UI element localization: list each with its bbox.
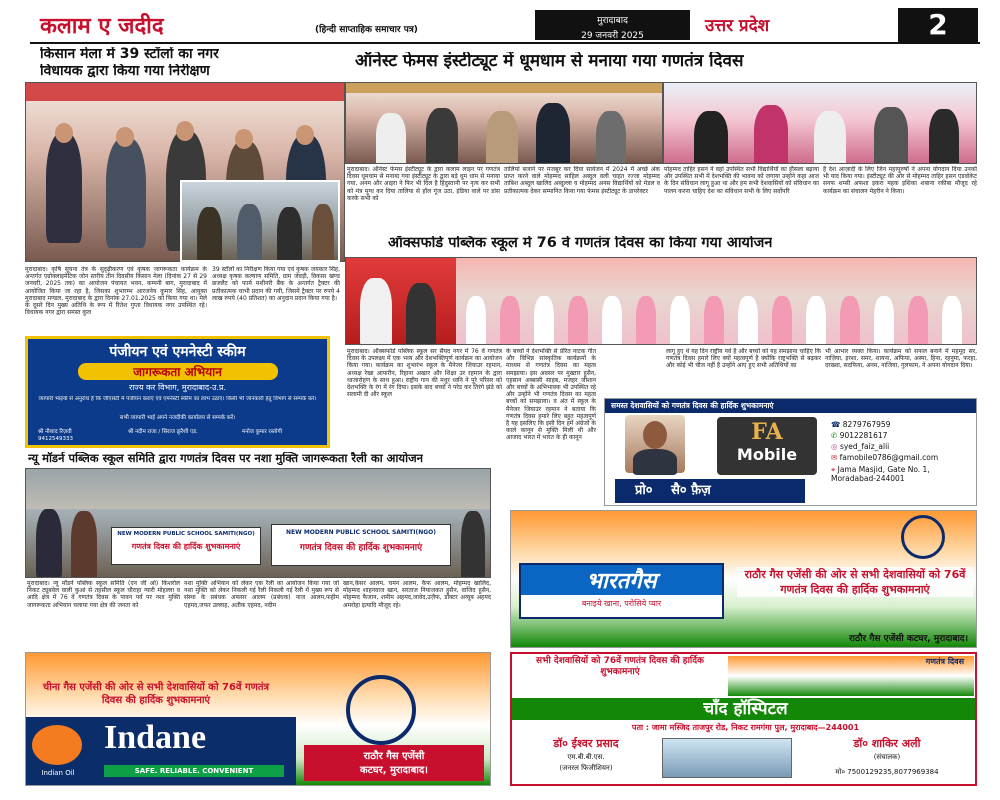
hospital-greeting: सभी देशवासियों को 76वें गणतंत्र दिवस की हार्दिक शुभकामनाएं <box>536 656 704 677</box>
mobile-greeting: समस्त देशवासियों को गणतंत्र दिवस की हार्दिक शुभकामनाएं <box>605 399 976 413</box>
newmodern-col-2: नशा मुक्ति अभियान को लेकर एक रैली का आयोजन किया गया जो नशा मुक्ति को लेकर निकली गई रैली निकली गई रैली में मुख्य रूप से संस्था के प्रबंधक अफसर आलम (प्रबंधक) नाज आलम,फहीम एहमद,जफर उल्लाह, अतीक एहमद, नदीम <box>184 580 339 609</box>
whatsapp-icon: ✆ <box>831 431 840 440</box>
mobile-instagram: ◎ syed_faiz_alii <box>831 442 890 451</box>
kisan-inset-photo <box>180 180 340 262</box>
mobile-email: ✉ famobile0786@gmail.com <box>831 453 939 462</box>
mobile-logo-main: FA <box>751 419 783 445</box>
proprietor-name: सै० फ़ैज़ <box>671 483 711 498</box>
amnesty-sig-2: श्री नदीम राजा / सिराज क़ुरैशी एड. <box>128 429 198 435</box>
date-box <box>535 10 690 40</box>
page-number: 2 <box>898 8 978 42</box>
indane-logo-box <box>26 717 296 786</box>
mobile-proprietor <box>615 479 805 503</box>
newmodern-banner-2: NEW MODERN PUBLIC SCHOOL SAMITI(NGO) गणतंत्र दिवस की हार्दिक शुभकामनाएं <box>271 524 451 566</box>
paper-title: कलाम ए जदीद <box>40 13 164 39</box>
honest-col-2: तालियां बजाने पर मजबूर कर दिया सार्वजन में 2024 में अच्छे अंक प्राप्त करने वाले मोहम्मद साहिल अब्दुल वली चाहत रज्जा मोहम्मद ताबिश अब्दुल खालिद अब्दुल्ला व मोहम्मद अनस विद्यार्थियों को मेडल व प्रतीकात्मक देकर सम्मानित किया गया फेमस इंस्टीट्यूट के डायरेक्टर <box>504 166 660 195</box>
honest-col-4: है देश आज़ादी के लिए जिन महापुरुषों ने अपना योगदान दिया उनको भी याद किया गया। इंस्टीट्यूट की ओर से मोहम्मद ताहिर हसन एडवोकेट सनफ शम्सी अफशा इकरा महक इशिका शबाना रकीबा मौजूद रहे कार्यक्रम का संचालन मेहरीन ने किया। <box>823 166 977 195</box>
honest-col-1: मुरादाबाद। ऑनेस्ट फेमस इंस्टीट्यूट के द्वारा कलाम लाइन पर गणतंत्र दिवस धूमधाम से मनाया गया इंस्टीट्यूट के द्वारा बड़े धूम धाम से मनाया गया, अनम और आइरा ने फिर भी दिल है हिंदुस्तानी पर नृत्य कर सभी को मंत्र मुग्ध कर दिया तालिया से हॉल गूंज उठा, इंडिया वाले पर डांस करके सभी को <box>347 166 500 202</box>
honest-photo-2 <box>663 82 977 164</box>
doctor-2 <box>802 736 972 777</box>
bharatgas-ad <box>510 510 977 648</box>
bharatgas-message: राठौर गैस एजेंसी की ओर से सभी देशवासियों को 76वें गणतंत्र दिवस की हार्दिक शुभकामनाएं <box>737 567 973 597</box>
amnesty-sig-3: मनोज कुमार रस्तोगी <box>242 429 283 435</box>
kisan-body: मुरादाबाद। कृषि सूचना तंत्र के सुदृढ़ीकरण एवं कृषक जागरूकता कार्यक्रम के अन्तर्गत एग्रोक्लाइमेटिक जोन स्तरीय तीन दिवसीय किसान मेला (दिनांक 27 से 29 जनवरी, 2025 तक) का आयोजन पंचायत भवन, कम्पनी बाग, मुरादाबाद में आयोजित किया जा रहा है, जिसका शुभारम्भ आरजनेय कुमार सिंह, आयुक्त मुरादाबाद मण्डल, मुरादाबाद के द्वारा दिनांक 27.01.2025 को किया गया था। मेले के दूसरे दिन मुख्य अतिथि के रूप में रितेश गुप्ता विधायक नगर उपस्थित रहे। विधायक नगर द्वारा समस्त कुल <box>25 266 207 317</box>
oxford-col-3: लागू हुए थे यह दिन राष्ट्रीय पर्व है और बच्चों को यह समझाना चाहिए कि गणतंत्र दिवस हमारे लिए क्यों महत्वपूर्ण है क्योंकि राष्ट्रभक्ति से बढ़कर और कोई भी चीज नहीं है उन्होंने आए हुए सभी अतिथियों का <box>666 348 821 370</box>
amnesty-dept: राज्य कर विभाग, मुरादाबाद-उ.प्र. <box>128 383 227 392</box>
location-icon: ⌖ <box>831 465 838 474</box>
paper-subtitle: (हिन्दी साप्ताहिक समाचार पत्र) <box>315 25 418 35</box>
email-icon: ✉ <box>831 453 840 462</box>
amnesty-title: पंजीयन एवं एमनेस्टी स्कीम <box>109 344 246 360</box>
indane-agency: राठौर गैस एजेंसी कटघर, मुरादाबाद। <box>304 745 484 781</box>
kisan-headline-1: किसान मेला में 39 स्टॉलों का नगर <box>40 47 219 62</box>
phone-icon: ☎ <box>831 420 843 429</box>
doctor-1-name: डॉ० ईश्वर प्रसाद <box>553 737 619 750</box>
proprietor-photo <box>625 415 685 473</box>
honest-col-3: मोहम्मद ताहिर हसन ने वहां उपस्थित सभी विद्यार्थियों का हौसला बढ़ाया और उपस्थित सभी में देशभक्ति की भावना को जगाया उन्होंने कहा आज के दिन संविधान लागू हुआ था और हम सभी देशवासियों को संविधान का पालन करना चाहिए देश का संविधान सभी के लिए सर्वोपरि <box>664 166 819 195</box>
hospital-badge: गणतंत्र दिवस <box>728 656 974 696</box>
state-label: उत्तर प्रदेश <box>705 16 770 36</box>
honest-photo-1 <box>345 82 663 164</box>
indian-oil-name: Indian Oil <box>41 769 75 777</box>
newmodern-banner-1: NEW MODERN PUBLIC SCHOOL SAMITI(NGO) गणतंत्र दिवस की हार्दिक शुभकामनाएं <box>111 527 261 565</box>
newmodern-col-3: खान,केसर आलम, चमन आलम, कैफ आलम, मोहम्मद खालिद, मोहम्मद शाहनवाज खान, सरताज नियाजकत हुसैन, वाजिद हुसैन, मोहम्मद फैजान, शमीम अहमद,जावेद,उज़ैफ, डॉक्टर अय्यूब अहमद अमरोहा इत्यादि मौजूद रहे। <box>343 580 491 609</box>
doctor-1-role: (जनरल फिजीशियन) <box>559 764 613 772</box>
oxford-col-1: मुरादाबाद। ऑक्सफोर्ड पब्लिक स्कूल सर सैयद नगर में 76 वें गणतंत्र दिवस के उपलक्ष्य में एक भव्य और देशभक्तिपूर्ण कार्यक्रम का आयोजन किया गया। कार्यक्रम का शुभारंभ स्कूल के मैनेजर जियाउर रहमान, अध्यक्ष रेखा आफरीन, रिहाना अख्तर और शिक्षा उर रहमान के द्वारा ध्वजारोहण के साथ हुआ। राष्ट्रीय गान की मधुर ध्वनि ने पूरे परिसर को देशभक्ति के रंग में रंग दिया। इसके बाद बच्चों ने परेड कर तिरंगे झंडे को सलामी दी और स्कूल <box>347 348 502 399</box>
edition-date: 29 जनवरी 2025 <box>581 31 644 41</box>
amnesty-contact: सभी व्यापारी भाई अपने नजदीकी कार्यालय से सम्पर्क करें। <box>119 415 236 421</box>
bharatgas-brand: भारतगैस <box>521 565 722 595</box>
doctor-1-degree: एम.बी.बी.एस. <box>567 753 605 761</box>
bharatgas-tagline: बनाइये खाना, परोसिये प्यार <box>581 599 662 608</box>
mobile-phone-1: ☎ 8279767959 <box>831 420 891 429</box>
bharatgas-logo <box>519 563 724 619</box>
amnesty-sig-1: श्री नौशाद रिज़वी <box>38 429 72 435</box>
newmodern-photo <box>25 468 491 578</box>
amnesty-body: व्यापारी भाइयों से अनुरोध है कि जीएसटी में पंजीयन कराएं एवं एमनेस्टी स्कीम का लाभ उठाएं। किसी भी जानकारी हेतु विभाग से सम्पर्क करें। <box>38 396 317 402</box>
bharatgas-footer: राठौर गैस एजेंसी कटघर, मुरादाबाद। <box>848 634 968 644</box>
edition-city: मुरादाबाद <box>597 16 628 26</box>
masthead <box>30 8 980 44</box>
hospital-phone: मो० 7500129235,8077969384 <box>835 768 939 776</box>
mobile-contact <box>831 419 976 505</box>
hospital-address: पता : जामा मस्जिद ताजपुर रोड, निकट रामगंगा पुल, मुरादाबाद—244001 <box>631 723 860 732</box>
doctor-2-name: डॉ० शाकिर अली <box>853 737 921 750</box>
indane-message: चीना गैस एजेंसी की ओर से सभी देशवासियों को 76वें गणतंत्र दिवस की हार्दिक शुभकामनाएं <box>42 682 270 706</box>
indane-brand: Indane <box>104 719 207 756</box>
ashoka-chakra-icon <box>346 675 416 745</box>
indane-ad <box>25 652 491 786</box>
mobile-phone-2: ✆ 9012281617 <box>831 431 888 440</box>
honest-headline: ऑनेस्ट फेमस इंस्टीट्यूट में धूमधाम से मनाया गया गणतंत्र दिवस <box>355 52 744 71</box>
hospital-ad <box>510 652 977 786</box>
doctor-2-role: (संचालक) <box>873 753 901 761</box>
mobile-logo-sub: Mobile <box>736 445 798 464</box>
amnesty-phone: 9412549333 <box>38 436 73 442</box>
kisan-headline-2: विधायक द्वारा किया गया निरीक्षण <box>40 64 210 79</box>
mobile-logo <box>717 417 817 475</box>
mobile-ad <box>604 398 977 506</box>
amnesty-ad <box>25 336 330 448</box>
proprietor-label: प्रो० <box>635 483 653 498</box>
instagram-icon: ◎ <box>831 442 840 451</box>
ashoka-chakra-icon <box>901 515 945 559</box>
oxford-headline: ऑक्सफोर्ड पब्लिक स्कूल में 76 वें गणतंत्र दिवस का किया गया आयोजन <box>388 236 773 251</box>
hospital-name: चाँद हॉस्पिटल <box>512 698 977 720</box>
newmodern-headline: न्यू मॉडर्न पब्लिक स्कूल समिति द्वारा गणतंत्र दिवस पर नशा मुक्ति जागरूकता रैली का आयोजन <box>28 452 423 465</box>
amnesty-subtitle: जागरूकता अभियान <box>78 363 278 380</box>
hospital-photo <box>662 738 792 778</box>
indane-tagline: SAFE. RELIABLE. CONVENIENT <box>104 765 284 777</box>
newmodern-col-1: मुरादाबाद। न्यू मॉडर्न पब्लिक स्कूल समिति (एन जी ओ) किशरोल निकट ट्यूबवेल वाली कुआं से तहसील स्कूल चौराहा न्यारी मोहल्ला व आदि क्षेत्र में 76 वें गणतंत्र दिवस के पावन पर्व पर नशा मुक्ति जागरूकता अभियान चलाया गया क्षेत्र की जनता को <box>27 580 180 609</box>
indian-oil-logo <box>32 725 82 765</box>
oxford-col-2: के बच्चों ने देशभक्ति से प्रेरित नाटक गीत और विभिन्न सांस्कृतिक कार्यक्रमों के माध्यम से गणतंत्र दिवस का महत्व समझाया। इस अवसर पर मुख्तार हुसैन, एहसान अब्बासी साहब, मजहर जीशान और बच्चों के अभिभावक भी उपस्थित रहे और उन्होंने भी गणतंत्र दिवस का महत्व बच्चों को समझाया। व अंत में स्कूल के मैनेजर जियाउर रहमान ने बताया कि गणतंत्र दिवस हमारे लिए बहुत महत्वपूर्ण है यह इसलिए कि इसी दिन हमें अंग्रेजों के काले कानून से मुक्ति मिली थी और आजाद भारत में भारत के ही कानून <box>506 348 596 442</box>
doctor-1 <box>516 736 656 773</box>
amnesty-signatures <box>32 427 324 445</box>
oxford-photo <box>345 257 977 345</box>
oxford-col-4: भी आभार व्यक्त किया। कार्यक्रम को सफल बनाने में महमूद सर, नाज़िया, इरशा, समर, शायना, अफिया, अस्मा, हिना, रहनुमा, फरहा, दरख्शा, सदफिया, अनम, नाजिया, गुलफाम, ने अपना योगदान दिया। <box>825 348 977 370</box>
kisan-body-2: 39 स्टॉलों का निरीक्षण किया गया एवं कृषक जयकार सिंह, अध्यक्ष कृषक कल्याण समिति, ग्राम जेवड़ी, विकास खण्ड छजलैट को फार्म मशीनरी बैंक के अन्तर्गत ट्रैक्टर की प्रतीकात्मक चाभी प्रदान की गयी, जिसमें ट्रैक्टर पर रुपये 4 लाख रुपये (40 प्रतिशत) का अनुदान प्रदान किया गया है। <box>212 266 340 302</box>
mobile-address: ⌖ Jama Masjid, Gate No. 1, Moradabad-244001 <box>831 465 930 483</box>
